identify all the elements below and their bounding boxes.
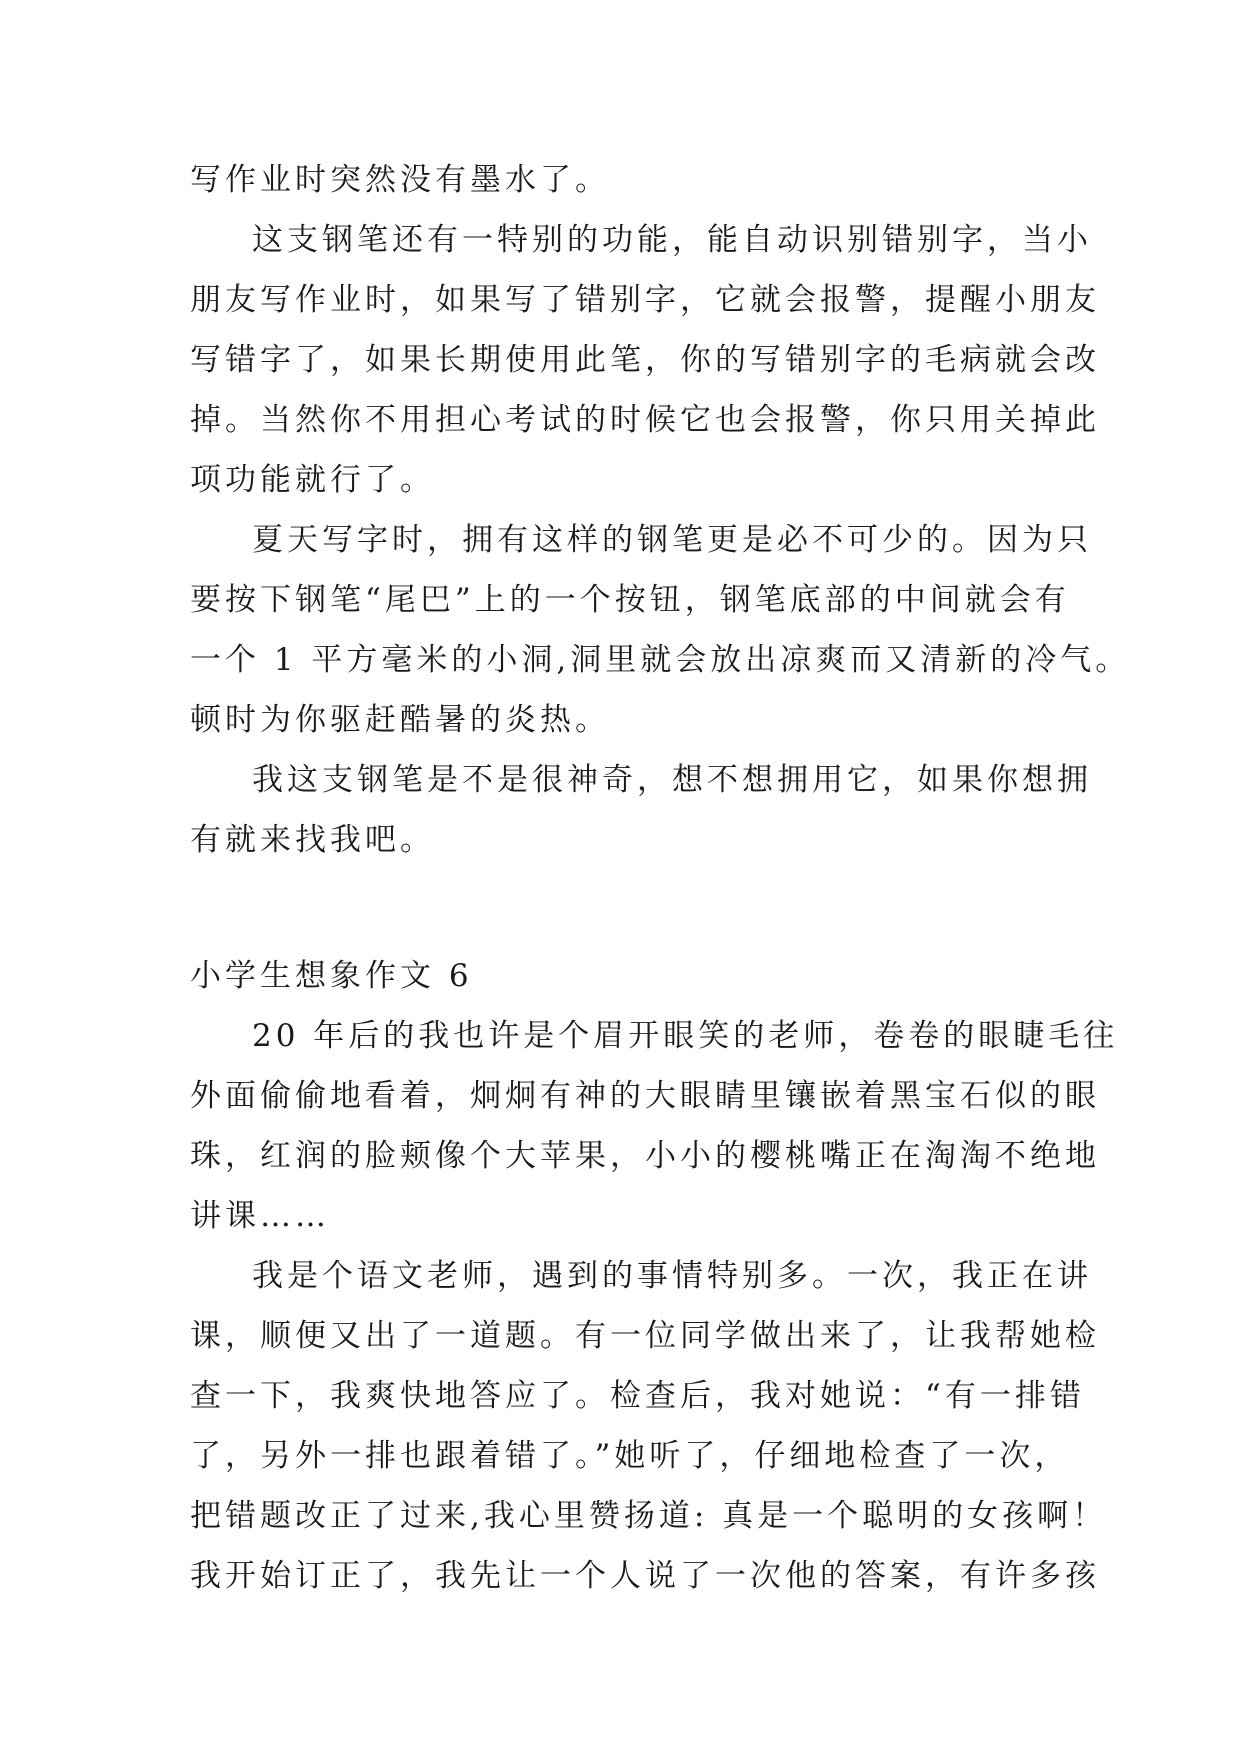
text-line: 讲课…… [190,1198,330,1234]
paragraph [190,510,1131,750]
text-line: 写作业时突然没有墨水了。 [190,162,610,198]
text-line: 写错字了，如果长期使用此笔，你的写错别字的毛病就会改 [190,342,1100,378]
text-line: 了，另外一排也跟着错了。”她听了，仔细地检查了一次， [190,1438,1070,1474]
text-line: 要按下钢笔“尾巴”上的一个按钮，钢笔底部的中间就会有 [190,582,1070,618]
text-line: 夏天写字时，拥有这样的钢笔更是必不可少的。因为只 [252,522,1092,558]
text-line: 项功能就行了。 [190,462,435,498]
paragraph [190,1006,1119,1246]
section-gap [190,870,1060,930]
text-line: 这支钢笔还有一特别的功能，能自动识别错别字，当小 [252,222,1092,258]
text-line: 查一下，我爽快地答应了。检查后，我对她说：“有一排错 [190,1378,1085,1414]
text-line: 有就来找我吧。 [190,822,435,858]
text-line: 我是个语文老师，遇到的事情特别多。一次，我正在讲 [252,1258,1092,1294]
section-title: 小学生想象作文 6 [190,958,473,994]
text-line: 顿时为你驱赶酷暑的炎热。 [190,702,610,738]
text-line: 我开始订正了，我先让一个人说了一次他的答案，有许多孩 [190,1558,1100,1594]
text-line: 课，顺便又出了一道题。有一位同学做出来了，让我帮她检 [190,1318,1100,1354]
text-line: 20 年后的我也许是个眉开眼笑的老师，卷卷的眼睫毛往 [252,1018,1119,1054]
text-line: 一个 1 平方毫米的小洞,洞里就会放出凉爽而又清新的冷气。 [190,642,1131,678]
paragraph [190,210,1100,510]
paragraph [190,1246,1108,1606]
text-line: 把错题改正了过来,我心里赞扬道: 真是一个聪明的女孩啊！ [190,1498,1108,1534]
text-line: 我这支钢笔是不是很神奇，想不想拥用它，如果你想拥 [252,762,1092,798]
document-page [190,150,1131,1606]
text-line: 掉。当然你不用担心考试的时候它也会报警，你只用关掉此 [190,402,1100,438]
text-line: 朋友写作业时，如果写了错别字，它就会报警，提醒小朋友 [190,282,1100,318]
paragraph [190,150,1060,210]
text-line: 外面偷偷地看着，炯炯有神的大眼睛里镶嵌着黑宝石似的眼 [190,1078,1100,1114]
text-line: 珠，红润的脸颊像个大苹果，小小的樱桃嘴正在淘淘不绝地 [190,1138,1100,1174]
paragraph [190,750,1092,870]
